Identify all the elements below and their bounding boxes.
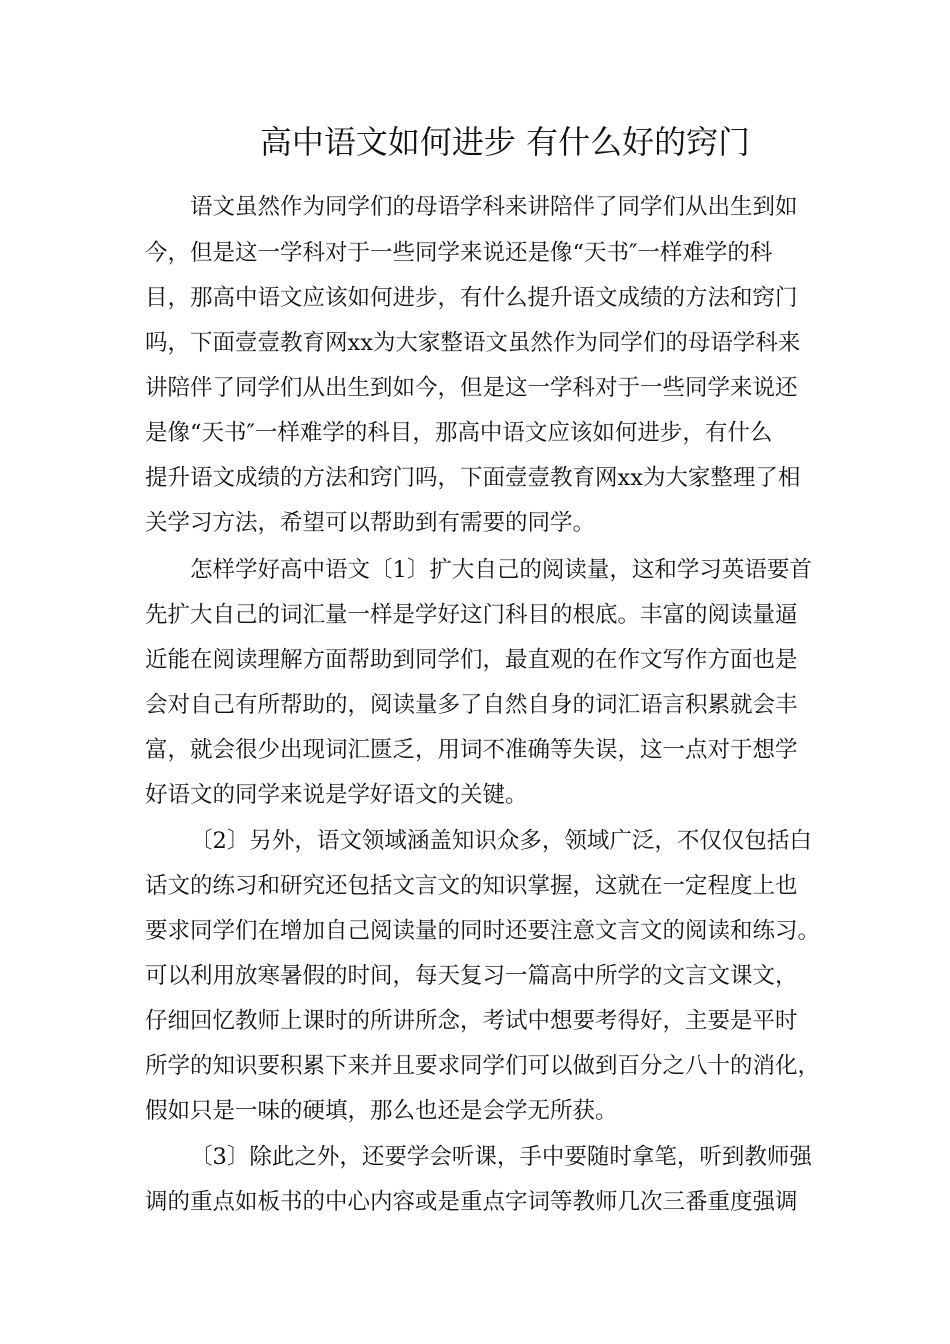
paragraph-line: 好语文的同学来说是学好语文的关键。 [145, 782, 528, 808]
paragraph-line: 调的重点如板书的中心内容或是重点字词等教师几次三番重度强调 [145, 1189, 798, 1215]
paragraph-line: 假如只是一味的硬填，那么也还是会学无所获。 [145, 1098, 618, 1124]
paragraph-line: 富，就会很少出现词汇匮乏，用词不准确等失误，这一点对于想学 [145, 737, 798, 763]
paragraph-line: 语文虽然作为同学们的母语学科来讲陪伴了同学们从出生到如 [190, 194, 798, 220]
paragraph-line: 讲陪伴了同学们从出生到如今，但是这一学科对于一些同学来说还 [145, 375, 798, 401]
paragraph-line: 所学的知识要积累下来并且要求同学们可以做到百分之八十的消化， [145, 1053, 821, 1079]
document-title: 高中语文如何进步 有什么好的窍门 [259, 123, 751, 161]
paragraph-line: 〔2〕另外，语文领域涵盖知识众多，领域广泛，不仅仅包括白 [190, 828, 812, 854]
paragraph-line: 要求同学们在增加自己阅读量的同时还要注意文言文的阅读和练习。 [145, 918, 821, 944]
paragraph-line: 仔细回忆教师上课时的所讲所念，考试中想要考得好，主要是平时 [145, 1008, 798, 1034]
paragraph-line: 可以利用放寒暑假的时间，每天复习一篇高中所学的文言文课文， [145, 963, 798, 989]
paragraph-line: 关学习方法，希望可以帮助到有需要的同学。 [145, 510, 596, 536]
paragraph-line: 会对自己有所帮助的，阅读量多了自然自身的词汇语言积累就会丰 [145, 692, 798, 718]
paragraph-line: 〔3〕除此之外，还要学会听课，手中要随时拿笔，听到教师强 [190, 1144, 812, 1170]
paragraph-line: 吗，下面壹壹教育网xx为大家整语文虽然作为同学们的母语学科来 [145, 330, 801, 356]
paragraph-line: 怎样学好高中语文〔1〕扩大自己的阅读量，这和学习英语要首 [190, 557, 812, 583]
paragraph-line: 话文的练习和研究还包括文言文的知识掌握，这就在一定程度上也 [145, 873, 798, 899]
paragraph-line: 是像“天书″一样难学的科目，那高中语文应该如何进步，有什么 [145, 420, 773, 446]
paragraph-line: 提升语文成绩的方法和窍门吗，下面壹壹教育网xx为大家整理了相 [145, 465, 801, 491]
paragraph-line: 先扩大自己的词汇量一样是学好这门科目的根底。丰富的阅读量逼 [145, 602, 798, 628]
paragraph-line: 目，那高中语文应该如何进步，有什么提升语文成绩的方法和窍门 [145, 285, 798, 311]
paragraph-line: 近能在阅读理解方面帮助到同学们，最直观的在作文写作方面也是 [145, 647, 798, 673]
paragraph-line: 今，但是这一学科对于一些同学来说还是像“天书″一样难学的科 [145, 240, 773, 266]
